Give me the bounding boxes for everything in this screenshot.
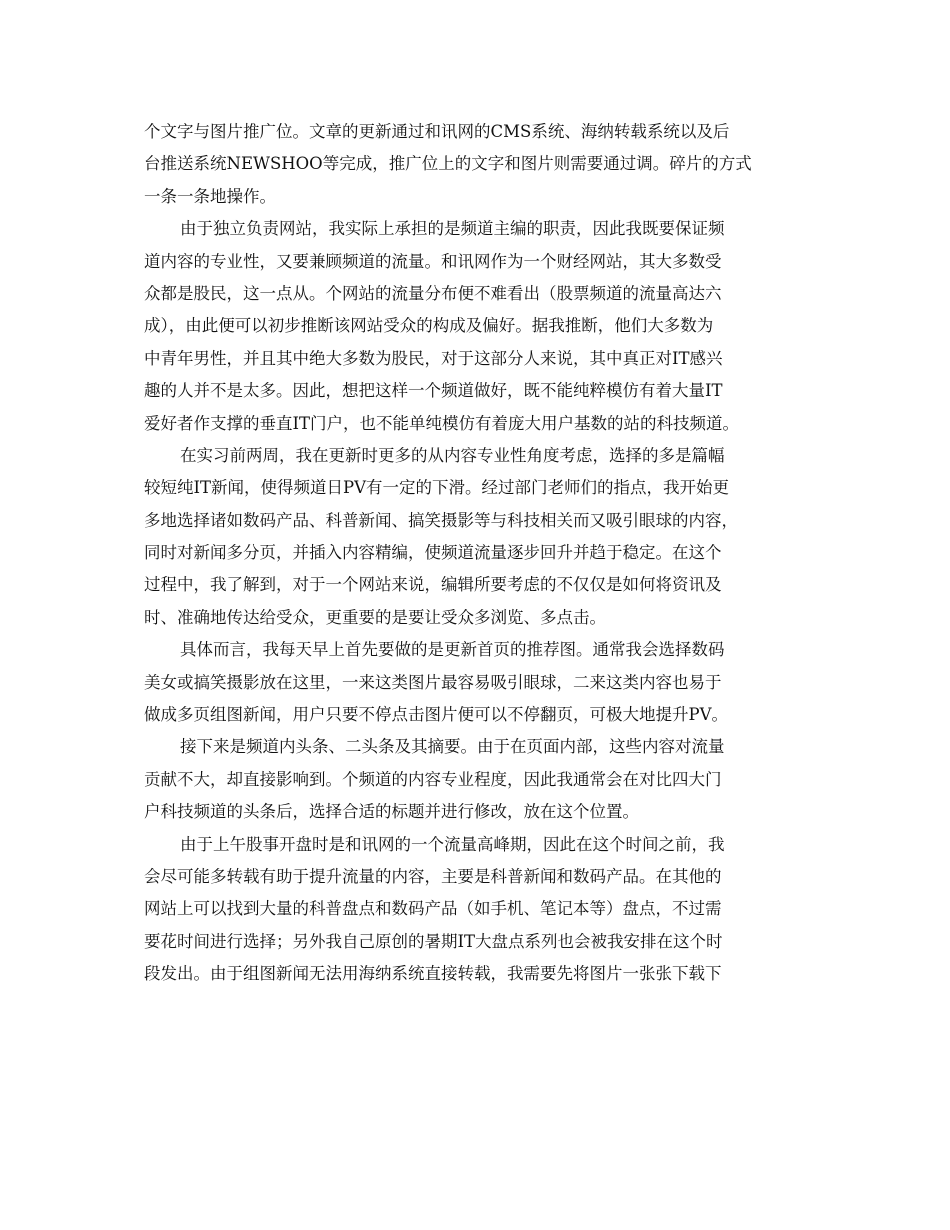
text-line: 爱好者作支撑的垂直IT门户，也不能单纯模仿有着庞大用户基数的站的科技频道。 <box>144 413 740 433</box>
text-line: 多地选择诸如数码产品、科普新闻、搞笑摄影等与科技相关而又吸引眼球的内容， <box>144 510 738 530</box>
text-line: 段发出。由于组图新闻无法用海纳系统直接转载，我需要先将图片一张张下载下 <box>144 964 722 984</box>
text-line: 贡献不大，却直接影响到。个频道的内容专业程度，因此我通常会在对比四大门 <box>144 769 722 789</box>
text-line: 中青年男性，并且其中绝大多数为股民，对于这部分人来说，其中真正对IT感兴 <box>144 348 723 368</box>
text-line: 成），由此便可以初步推断该网站受众的构成及偏好。据我推断，他们大多数为 <box>144 316 714 336</box>
text-line: 一条一条地操作。 <box>144 186 276 206</box>
text-line: 户科技频道的头条后，选择合适的标题并进行修改，放在这个位置。 <box>144 802 639 822</box>
paragraph-start-line: 由于独立负责网站，我实际上承担的是频道主编的职责，因此我既要保证频 <box>180 219 725 239</box>
text-line: 个文字与图片推广位。文章的更新通过和讯网的CMS系统、海纳转载系统以及后 <box>144 122 730 141</box>
paragraph-start-line: 在实习前两周，我在更新时更多的从内容专业性角度考虑，选择的多是篇幅 <box>180 445 725 465</box>
body-text <box>144 116 824 991</box>
text-line: 过程中，我了解到，对于一个网站来说，编辑所要考虑的不仅仅是如何将资讯及 <box>144 575 722 595</box>
text-line: 会尽可能多转载有助于提升流量的内容，主要是科普新闻和数码产品。在其他的 <box>144 866 722 886</box>
text-line: 做成多页组图新闻，用户只要不停点击图片便可以不停翻页，可极大地提升PV。 <box>144 705 729 725</box>
paragraph-start-line: 由于上午股事开盘时是和讯网的一个流量高峰期，因此在这个时间之前，我 <box>180 834 725 854</box>
paragraph-start-line: 接下来是频道内头条、二头条及其摘要。由于在页面内部，这些内容对流量 <box>180 737 725 757</box>
text-line: 网站上可以找到大量的科普盘点和数码产品（如手机、笔记本等）盘点，不过需 <box>144 899 722 919</box>
paragraph-start-line: 具体而言，我每天早上首先要做的是更新首页的推荐图。通常我会选择数码 <box>180 640 725 660</box>
text-line: 道内容的专业性，又要兼顾频道的流量。和讯网作为一个财经网站，其大多数受 <box>144 251 722 271</box>
text-line: 众都是股民，这一点从。个网站的流量分布便不难看出（股票频道的流量高达六 <box>144 283 722 303</box>
text-line: 较短纯IT新闻，使得频道日PV有一定的下滑。经过部门老师们的指点，我开始更 <box>144 478 730 498</box>
text-line: 美女或搞笑摄影放在这里，一来这类图片最容易吸引眼球，二来这类内容也易于 <box>144 672 722 692</box>
text-line: 要花时间进行选择；另外我自己原创的暑期IT大盘点系列也会被我安排在这个时 <box>144 931 723 951</box>
text-line: 台推送系统NEWSHOO等完成，推广位上的文字和图片则需要通过调。碎片的方式 <box>144 154 752 174</box>
text-line: 时、准确地传达给受众，更重要的是要让受众多浏览、多点击。 <box>144 607 606 627</box>
text-line: 同时对新闻多分页，并插入内容精编，使频道流量逐步回升并趋于稳定。在这个 <box>144 543 722 563</box>
text-line: 趣的人并不是太多。因此，想把这样一个频道做好，既不能纯粹模仿有着大量IT <box>144 381 723 401</box>
